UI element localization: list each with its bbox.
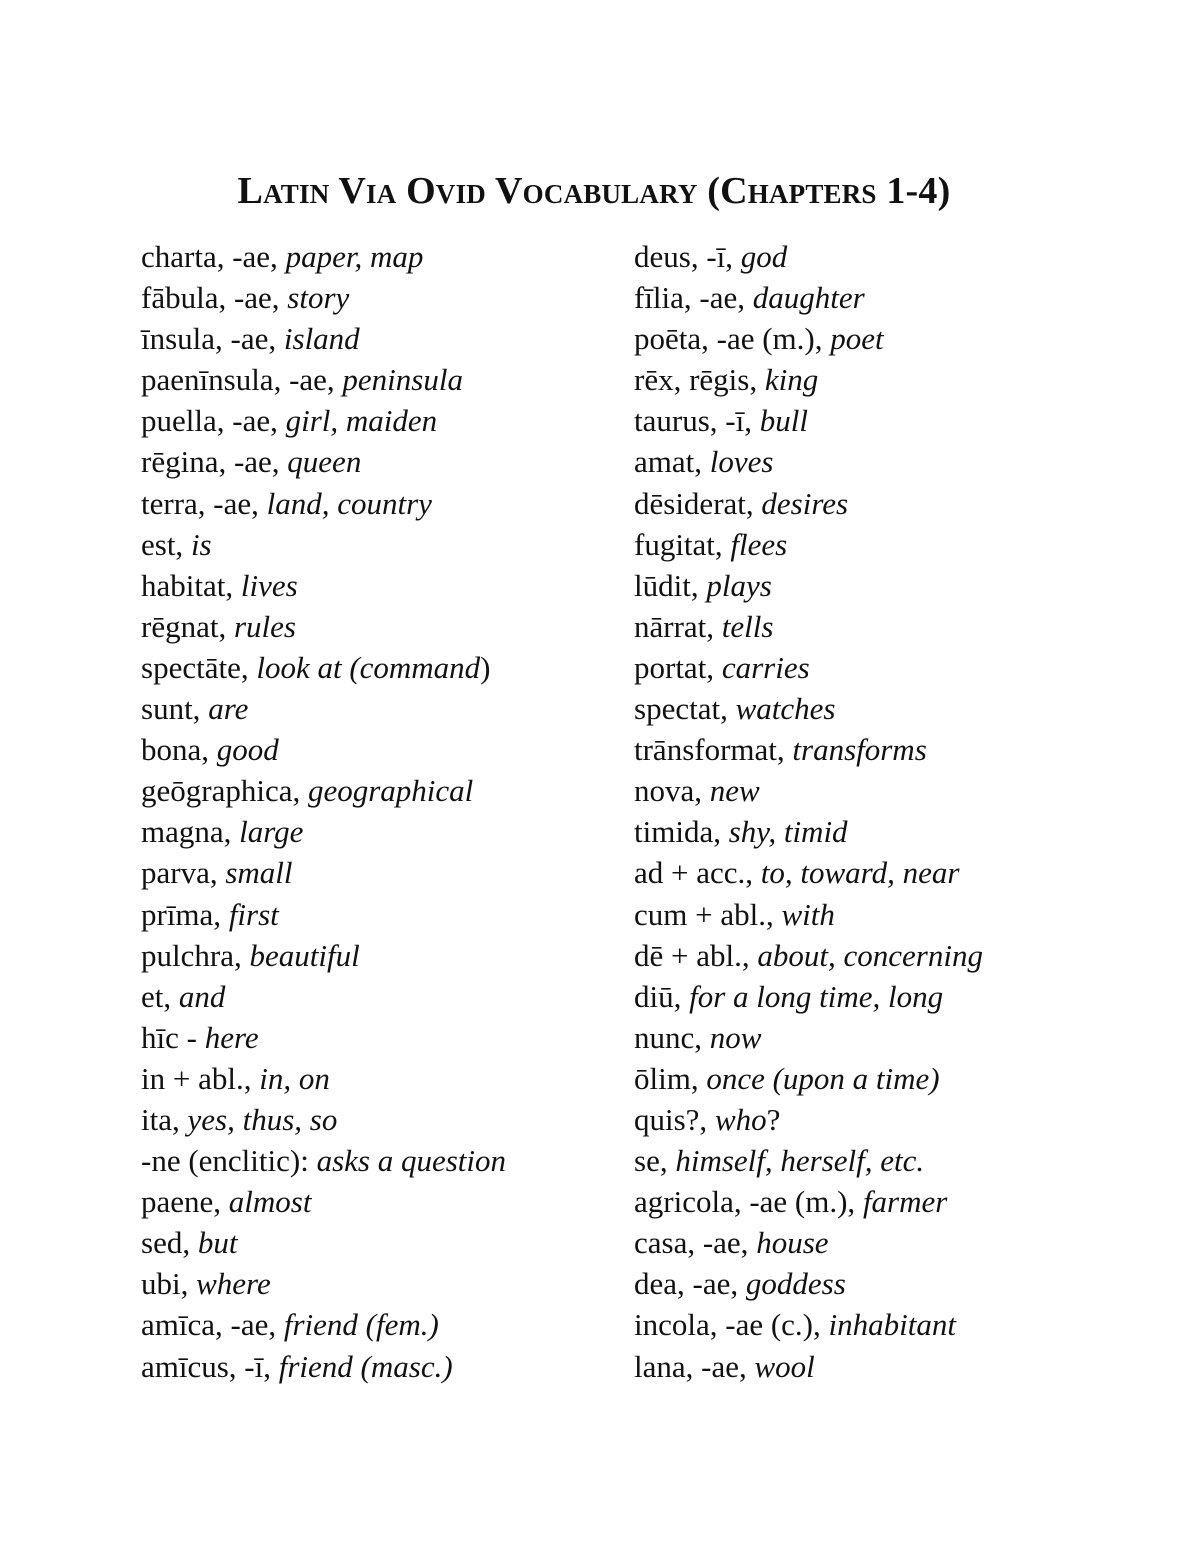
vocab-latin-term: diū, bbox=[634, 978, 690, 1014]
page-title: Latin Via Ovid Vocabulary (Chapters 1-4) bbox=[237, 170, 951, 213]
vocab-entry bbox=[634, 729, 983, 770]
vocab-latin-term: in + abl., bbox=[141, 1060, 260, 1096]
vocab-entry bbox=[141, 729, 506, 770]
vocab-entry bbox=[634, 811, 983, 852]
vocab-entry bbox=[141, 852, 506, 893]
vocab-entry bbox=[141, 1181, 506, 1222]
vocab-english-meaning: daughter bbox=[752, 280, 865, 316]
vocab-latin-term: habitat, bbox=[141, 567, 241, 603]
vocab-entry bbox=[141, 894, 506, 935]
vocab-latin-term: amīcus, -ī, bbox=[141, 1348, 279, 1384]
vocab-english-meaning: once (upon a time) bbox=[706, 1060, 940, 1096]
vocab-entry bbox=[634, 400, 983, 441]
vocab-latin-term: charta, -ae, bbox=[141, 239, 286, 274]
vocab-latin-term: paene, bbox=[141, 1184, 229, 1220]
vocab-latin-term: sed, bbox=[141, 1225, 198, 1261]
vocab-english-meaning: god bbox=[740, 239, 788, 274]
vocab-latin-term: magna, bbox=[141, 814, 240, 850]
vocab-latin-term: spectāte, bbox=[141, 649, 257, 685]
vocab-english-meaning: beautiful bbox=[249, 937, 360, 973]
vocab-entry bbox=[141, 811, 506, 852]
vocab-english-meaning: himself, herself, etc. bbox=[675, 1143, 925, 1179]
vocab-entry bbox=[634, 277, 983, 318]
vocab-english-meaning: tells bbox=[721, 608, 774, 644]
vocab-latin-term: timida, bbox=[634, 814, 729, 850]
vocab-entry bbox=[634, 1017, 983, 1058]
vocab-english-meaning: shy, timid bbox=[728, 814, 848, 850]
vocab-latin-term: est, bbox=[141, 526, 191, 562]
vocab-entry bbox=[634, 1263, 983, 1304]
vocab-english-meaning: girl, maiden bbox=[285, 403, 438, 439]
vocab-latin-term: paenīnsula, -ae, bbox=[141, 362, 343, 398]
vocab-entry bbox=[141, 400, 506, 441]
vocab-latin-term: fābula, -ae, bbox=[141, 280, 288, 316]
vocab-entry bbox=[141, 565, 506, 606]
vocab-latin-term: fīlia, -ae, bbox=[634, 280, 753, 316]
vocab-english-meaning: friend (fem.) bbox=[283, 1307, 439, 1343]
vocab-entry bbox=[141, 236, 506, 277]
vocab-latin-term: amat, bbox=[634, 444, 710, 480]
vocab-english-meaning: but bbox=[197, 1225, 238, 1261]
vocab-latin-term: nunc, bbox=[634, 1019, 710, 1055]
vocab-english-meaning: for a long time, long bbox=[689, 978, 944, 1014]
vocab-english-meaning: asks a question bbox=[316, 1143, 507, 1179]
vocab-latin-term: rēgnat, bbox=[141, 608, 234, 644]
vocab-english-meaning: farmer bbox=[862, 1184, 948, 1220]
vocab-latin-term: amīca, -ae, bbox=[141, 1307, 284, 1343]
vocab-english-meaning: are bbox=[208, 691, 249, 727]
vocab-entry bbox=[634, 565, 983, 606]
vocab-latin-term: et, bbox=[141, 978, 179, 1014]
vocab-entry bbox=[141, 524, 506, 565]
vocab-english-meaning: poet bbox=[830, 321, 884, 357]
vocab-english-meaning: bull bbox=[759, 403, 808, 439]
vocab-entry bbox=[141, 1304, 506, 1345]
vocab-latin-term: agricola, -ae (m.), bbox=[634, 1184, 863, 1220]
vocab-latin-term: ubi, bbox=[141, 1266, 197, 1302]
vocab-english-meaning: desires bbox=[761, 485, 849, 521]
vocab-entry bbox=[141, 441, 506, 482]
vocab-english-meaning: good bbox=[216, 732, 279, 768]
vocab-entry bbox=[634, 1181, 983, 1222]
vocab-latin-term: dē + abl., bbox=[634, 937, 758, 973]
vocab-english-meaning: geographical bbox=[307, 773, 474, 809]
vocab-latin-term: lūdit, bbox=[634, 567, 707, 603]
vocab-english-meaning: yes, thus, so bbox=[187, 1101, 338, 1137]
vocab-entry bbox=[634, 441, 983, 482]
vocab-latin-term: dēsiderat, bbox=[634, 485, 762, 521]
vocab-entry bbox=[634, 318, 983, 359]
vocab-english-meaning: king bbox=[764, 362, 819, 398]
vocab-entry bbox=[634, 976, 983, 1017]
vocab-entry bbox=[634, 1099, 983, 1140]
vocab-english-meaning: island bbox=[283, 321, 360, 357]
vocabulary-column-right bbox=[634, 236, 983, 1387]
vocab-english-meaning: is bbox=[190, 526, 212, 562]
vocab-entry bbox=[634, 1304, 983, 1345]
vocab-entry bbox=[141, 606, 506, 647]
vocab-english-meaning: plays bbox=[706, 567, 772, 603]
vocab-latin-term: sunt, bbox=[141, 691, 209, 727]
vocab-entry bbox=[141, 1346, 506, 1387]
vocab-english-meaning: watches bbox=[735, 691, 836, 727]
vocab-latin-term: dea, -ae, bbox=[634, 1266, 746, 1302]
vocab-entry bbox=[634, 1140, 983, 1181]
vocab-english-meaning: flees bbox=[730, 526, 788, 562]
vocab-latin-term: pulchra, bbox=[141, 937, 250, 973]
vocab-entry bbox=[634, 852, 983, 893]
vocab-entry bbox=[141, 318, 506, 359]
vocab-latin-term: hīc - bbox=[141, 1019, 205, 1055]
vocab-latin-term: portat, bbox=[634, 649, 722, 685]
vocab-latin-term: quis?, bbox=[634, 1101, 715, 1137]
vocab-entry bbox=[141, 935, 506, 976]
vocab-entry bbox=[634, 236, 983, 277]
vocab-latin-term: ita, bbox=[141, 1101, 188, 1137]
vocab-entry bbox=[141, 483, 506, 524]
vocab-english-meaning: look at (command bbox=[256, 649, 481, 685]
vocab-latin-term: parva, bbox=[141, 855, 226, 891]
vocab-latin-term: taurus, -ī, bbox=[634, 403, 760, 439]
vocab-entry bbox=[141, 647, 506, 688]
vocab-entry bbox=[141, 688, 506, 729]
vocab-english-meaning: carries bbox=[721, 649, 810, 685]
vocab-latin-term: poēta, -ae (m.), bbox=[634, 321, 831, 357]
vocab-english-meaning: wool bbox=[754, 1348, 815, 1384]
vocab-latin-term: prīma, bbox=[141, 896, 229, 932]
vocab-latin-term: ōlim, bbox=[634, 1060, 707, 1096]
vocab-entry bbox=[634, 688, 983, 729]
vocab-entry bbox=[634, 606, 983, 647]
vocab-entry bbox=[634, 1346, 983, 1387]
vocab-latin-term: nova, bbox=[634, 773, 710, 809]
vocab-english-meaning: inhabitant bbox=[828, 1307, 956, 1343]
vocab-english-meaning: where bbox=[196, 1266, 271, 1302]
vocab-latin-term: rēx, rēgis, bbox=[634, 362, 765, 398]
vocab-english-meaning: goddess bbox=[745, 1266, 846, 1302]
vocab-english-meaning: about, concerning bbox=[757, 937, 983, 973]
vocab-latin-term: cum + abl., bbox=[634, 896, 782, 932]
vocab-latin-term: bona, bbox=[141, 732, 217, 768]
vocab-english-meaning: house bbox=[756, 1225, 829, 1261]
vocab-english-meaning: and bbox=[178, 978, 226, 1014]
vocab-latin-term: rēgina, -ae, bbox=[141, 444, 288, 480]
vocab-latin-term: terra, -ae, bbox=[141, 485, 267, 521]
vocab-latin-term: fugitat, bbox=[634, 526, 731, 562]
vocab-english-meaning: who bbox=[714, 1101, 767, 1137]
vocab-entry bbox=[141, 1140, 506, 1181]
vocab-latin-term: casa, -ae, bbox=[634, 1225, 757, 1261]
vocab-entry bbox=[634, 524, 983, 565]
vocab-entry bbox=[141, 1058, 506, 1099]
vocab-trailing-punctuation: ) bbox=[480, 649, 491, 685]
vocab-english-meaning: land, country bbox=[266, 485, 432, 521]
vocab-english-meaning: lives bbox=[240, 567, 298, 603]
vocab-latin-term: ad + acc., bbox=[634, 855, 761, 891]
vocab-latin-term: puella, -ae, bbox=[141, 403, 286, 439]
vocab-entry bbox=[141, 1263, 506, 1304]
vocab-english-meaning: small bbox=[225, 855, 293, 891]
vocab-entry bbox=[141, 1099, 506, 1140]
vocab-english-meaning: peninsula bbox=[342, 362, 463, 398]
vocab-latin-term: -ne (enclitic): bbox=[141, 1143, 317, 1179]
vocab-english-meaning: rules bbox=[233, 608, 296, 644]
vocab-trailing-punctuation: ? bbox=[766, 1101, 781, 1137]
vocab-english-meaning: loves bbox=[709, 444, 774, 480]
vocab-latin-term: geōgraphica, bbox=[141, 773, 308, 809]
vocab-entry bbox=[141, 976, 506, 1017]
vocab-entry bbox=[141, 770, 506, 811]
vocab-entry bbox=[634, 1058, 983, 1099]
vocab-entry bbox=[141, 1017, 506, 1058]
vocab-latin-term: lana, -ae, bbox=[634, 1348, 755, 1384]
vocab-entry bbox=[634, 647, 983, 688]
vocab-english-meaning: story bbox=[287, 280, 350, 316]
vocab-entry bbox=[634, 770, 983, 811]
vocab-english-meaning: paper, map bbox=[285, 239, 424, 274]
vocab-latin-term: nārrat, bbox=[634, 608, 722, 644]
vocab-english-meaning: new bbox=[709, 773, 760, 809]
vocab-english-meaning: in, on bbox=[259, 1060, 330, 1096]
vocab-latin-term: īnsula, -ae, bbox=[141, 321, 284, 357]
vocabulary-column-left bbox=[141, 236, 506, 1387]
vocab-entry bbox=[141, 1222, 506, 1263]
vocab-latin-term: deus, -ī, bbox=[634, 239, 741, 274]
vocab-latin-term: incola, -ae (c.), bbox=[634, 1307, 829, 1343]
vocab-entry bbox=[141, 277, 506, 318]
vocab-english-meaning: with bbox=[781, 896, 835, 932]
vocab-entry bbox=[634, 1222, 983, 1263]
vocab-latin-term: se, bbox=[634, 1143, 676, 1179]
vocab-entry bbox=[141, 359, 506, 400]
vocab-english-meaning: transforms bbox=[792, 732, 927, 768]
vocab-english-meaning: now bbox=[709, 1019, 762, 1055]
vocab-english-meaning: here bbox=[204, 1019, 259, 1055]
vocab-latin-term: trānsformat, bbox=[634, 732, 793, 768]
vocab-english-meaning: queen bbox=[287, 444, 362, 480]
vocab-entry bbox=[634, 359, 983, 400]
vocab-english-meaning: large bbox=[239, 814, 304, 850]
vocab-english-meaning: friend (masc.) bbox=[278, 1348, 453, 1384]
vocab-entry bbox=[634, 483, 983, 524]
vocab-english-meaning: first bbox=[228, 896, 279, 932]
vocab-entry bbox=[634, 935, 983, 976]
vocab-english-meaning: almost bbox=[228, 1184, 312, 1220]
vocab-latin-term: spectat, bbox=[634, 691, 736, 727]
vocab-entry bbox=[634, 894, 983, 935]
vocab-english-meaning: to, toward, near bbox=[760, 855, 960, 891]
